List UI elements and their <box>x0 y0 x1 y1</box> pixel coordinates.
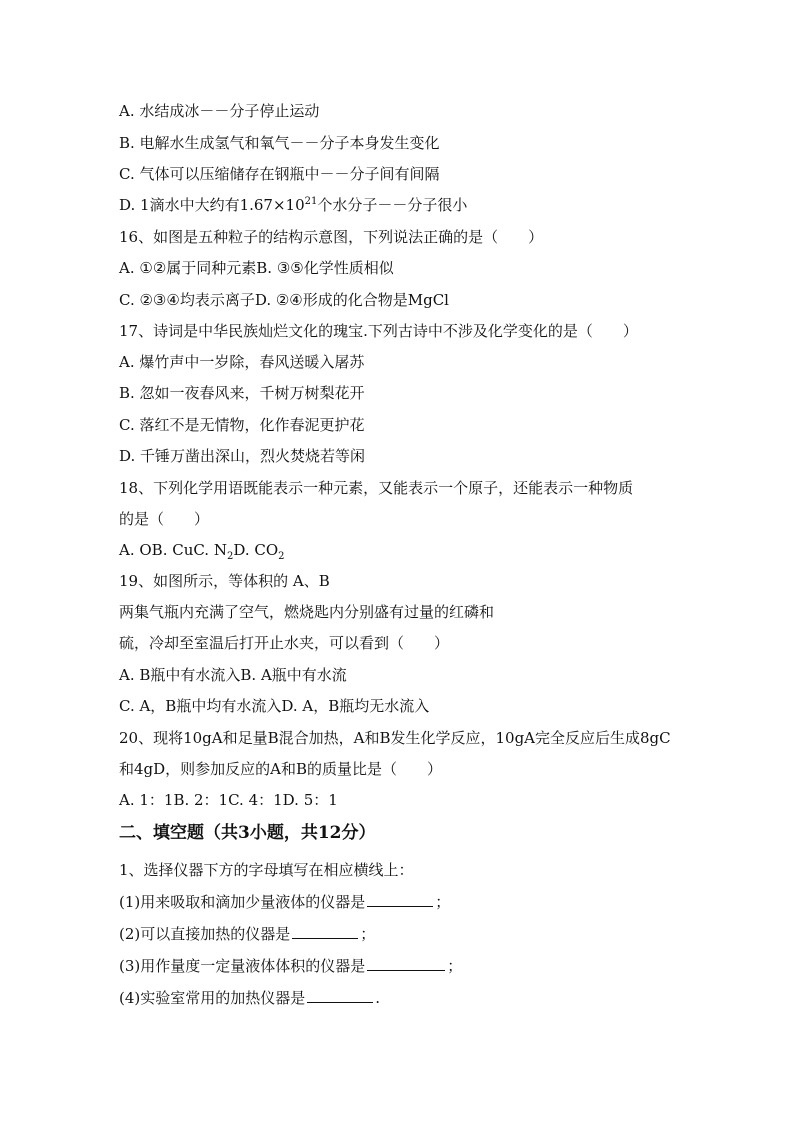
q19-stem-line3: 硫，冷却至室温后打开止水夹，可以看到（ ） <box>119 634 450 652</box>
q18-subscript-co2: 2 <box>278 551 285 562</box>
fill1-part2-blank[interactable] <box>292 924 358 939</box>
q15-option-d-text-end: 个水分子－－分子很小 <box>317 196 468 214</box>
q17-option-b: B. 忽如一夜春风来，千树万树梨花开 <box>119 384 365 402</box>
q18-subscript-n2: 2 <box>226 551 234 562</box>
q18-stem-line2: 的是（ ） <box>119 510 210 528</box>
q15-option-d <box>119 195 467 215</box>
fill1-stem: 1、选择仪器下方的字母填写在相应横线上： <box>119 861 414 879</box>
q20-options: A. 1：1B. 2：1C. 4：1D. 5：1 <box>119 791 338 809</box>
q16-options-cd: C. ②③④均表示离子D. ②④形成的化合物是MgCl <box>119 291 449 309</box>
fill1-part1-end: ； <box>435 893 451 911</box>
q18-stem-line1: 18、下列化学用语既能表示一种元素，又能表示一个原子，还能表示一种物质 <box>119 479 634 497</box>
fill1-part3 <box>119 956 462 976</box>
fill1-part2-text: (2)可以直接加热的仪器是 <box>119 925 291 943</box>
fill1-part4-blank[interactable] <box>307 988 373 1003</box>
fill1-part4-text: (4)实验室常用的加热仪器是 <box>119 989 306 1007</box>
q16-options-ab: A. ①②属于同种元素B. ③⑤化学性质相似 <box>119 259 394 277</box>
fill1-part4-end: . <box>375 989 381 1007</box>
fill1-part1 <box>119 892 450 912</box>
fill1-part2-end: ； <box>360 925 376 943</box>
q15-option-c: C. 气体可以压缩储存在钢瓶中－－分子间有间隔 <box>119 165 440 183</box>
q19-stem-line1: 19、如图所示，等体积的 A、B <box>119 572 330 590</box>
q19-options-ab: A. B瓶中有水流入B. A瓶中有水流 <box>119 666 347 684</box>
q15-option-d-text: D. 1滴水中大约有1.67×10 <box>119 196 305 214</box>
q17-option-c: C. 落红不是无情物，化作春泥更护花 <box>119 416 365 434</box>
section-heading: 二、填空题（共3小题，共12分） <box>119 823 376 843</box>
q18-options-text: A. OB. CuC. N <box>119 541 227 559</box>
q15-option-d-exponent: 21 <box>304 196 318 207</box>
q17-option-d: D. 千锤万凿出深山，烈火焚烧若等闲 <box>119 447 366 465</box>
q20-stem-line2: 和4gD，则参加反应的A和B的质量比是（ ） <box>119 760 443 778</box>
q15-option-a: A. 水结成冰－－分子停止运动 <box>119 102 320 120</box>
fill1-part1-blank[interactable] <box>367 892 433 907</box>
fill1-part3-blank[interactable] <box>367 956 445 971</box>
fill1-part2 <box>119 924 375 944</box>
fill1-part3-end: ； <box>447 957 463 975</box>
q18-options-text-2: D. CO <box>233 541 279 559</box>
q16-stem: 16、如图是五种粒子的结构示意图，下列说法正确的是（ ） <box>119 228 544 246</box>
q17-option-a: A. 爆竹声中一岁除，春风送暖入屠苏 <box>119 353 365 371</box>
fill1-part4 <box>119 988 380 1008</box>
q18-options <box>119 540 285 560</box>
q19-stem-line2: 两集气瓶内充满了空气，燃烧匙内分别盛有过量的红磷和 <box>119 603 495 621</box>
q15-option-b: B. 电解水生成氢气和氧气－－分子本身发生变化 <box>119 134 440 152</box>
q17-stem: 17、诗词是中华民族灿烂文化的瑰宝.下列古诗中不涉及化学变化的是（ ） <box>119 322 638 340</box>
fill1-part3-text: (3)用作量度一定量液体体积的仪器是 <box>119 957 366 975</box>
q19-options-cd: C. A，B瓶中均有水流入D. A，B瓶均无水流入 <box>119 697 430 715</box>
q20-stem-line1: 20、现将10gA和足量B混合加热，A和B发生化学反应，10gA完全反应后生成8gC <box>119 729 671 747</box>
fill1-part1-text: (1)用来吸取和滴加少量液体的仪器是 <box>119 893 366 911</box>
